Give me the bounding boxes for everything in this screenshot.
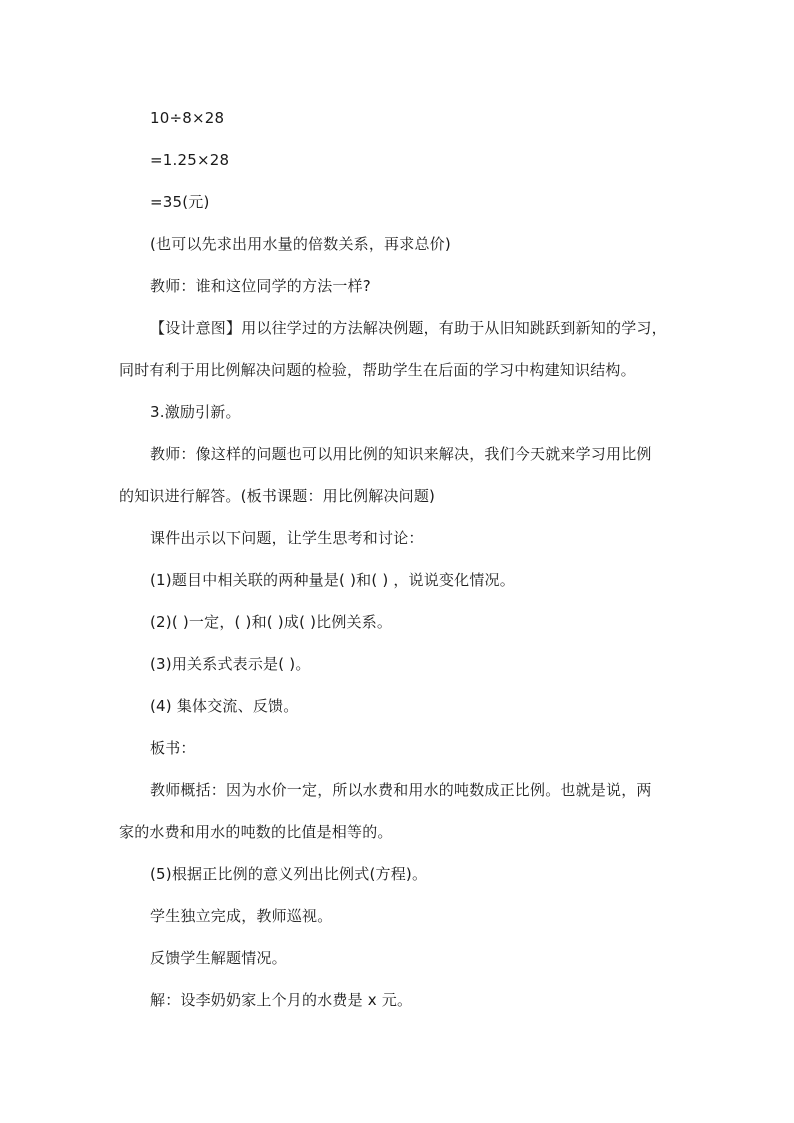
teacher-summary-line-2: 家的水费和用水的吨数的比值是相等的。 <box>119 823 393 841</box>
student-work-line: 学生独立完成，教师巡视。 <box>150 907 333 925</box>
teacher-question-line: 教师：谁和这位同学的方法一样? <box>150 277 371 295</box>
equation-line-3: =35(元) <box>150 193 210 211</box>
feedback-line: 反馈学生解题情况。 <box>150 949 287 967</box>
courseware-line: 课件出示以下问题，让学生思考和讨论： <box>150 529 424 547</box>
question-3: (3)用关系式表示是( )。 <box>150 655 311 673</box>
section-heading: 3.激励引新。 <box>150 403 241 421</box>
question-2: (2)( )一定，( )和( )成( )比例关系。 <box>150 613 393 631</box>
design-intent-line-2: 同时有利于用比例解决问题的检验，帮助学生在后面的学习中构建知识结构。 <box>119 361 636 379</box>
teacher-summary-line-1: 教师概括：因为水价一定，所以水费和用水的吨数成正比例。也就是说，两 <box>150 781 652 799</box>
teacher-intro-line-1: 教师：像这样的问题也可以用比例的知识来解决，我们今天就来学习用比例 <box>150 445 652 463</box>
question-5: (5)根据正比例的意义列出比例式(方程)。 <box>150 865 428 883</box>
board-label: 板书： <box>150 739 196 757</box>
note-line: (也可以先求出用水量的倍数关系，再求总价) <box>150 235 451 253</box>
design-intent-line-1: 【设计意图】用以往学过的方法解决例题，有助于从旧知跳跃到新知的学习， <box>150 319 667 337</box>
solution-line: 解：设李奶奶家上个月的水费是 x 元。 <box>150 991 413 1009</box>
question-4: (4) 集体交流、反馈。 <box>150 697 299 715</box>
teacher-intro-line-2: 的知识进行解答。(板书课题：用比例解决问题) <box>119 487 436 505</box>
question-1: (1)题目中相关联的两种量是( )和( ) ，说说变化情况。 <box>150 571 515 589</box>
equation-line-1: 10÷8×28 <box>150 109 225 127</box>
equation-line-2: =1.25×28 <box>150 151 230 169</box>
